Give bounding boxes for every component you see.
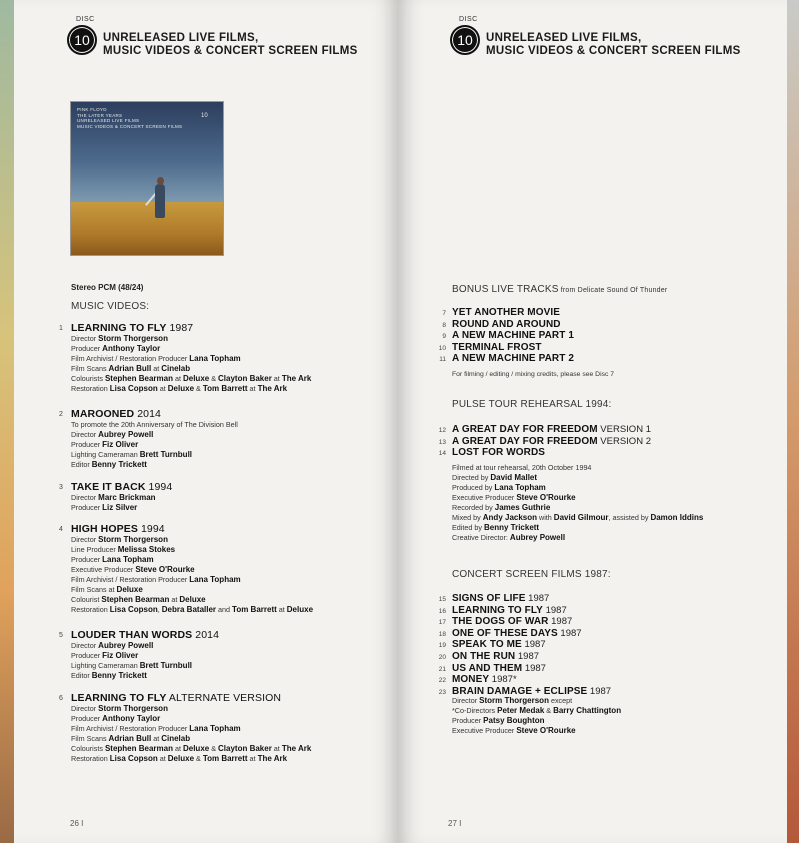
credit-role: Lighting Cameraman	[71, 661, 140, 670]
disc-title-right-line2: MUSIC VIDEOS & CONCERT SCREEN FILMS	[486, 45, 741, 57]
credit-line	[452, 523, 703, 533]
credit-name: Lana Topham	[189, 575, 241, 584]
credit-name: The Ark	[257, 754, 288, 763]
credit-role: Executive Producer	[452, 493, 517, 502]
track-suffix: 1987	[522, 662, 546, 674]
credit-role: at	[271, 374, 282, 383]
credit-name: The Ark	[281, 374, 312, 383]
credit-line	[71, 460, 238, 470]
credit-role: Film Scans	[71, 734, 109, 743]
credit-role: Film Scans	[71, 364, 109, 373]
right-page	[398, 0, 787, 843]
track-suffix: 1987	[521, 639, 546, 651]
credit-role: &	[209, 374, 219, 383]
concert-heading: CONCERT SCREEN FILMS 1987:	[452, 569, 611, 580]
cover-line4: MUSIC VIDEOS & CONCERT SCREEN FILMS	[77, 123, 183, 129]
track-suffix: 1987	[515, 651, 540, 662]
cover-figure-head	[157, 177, 164, 185]
credit-name: Deluxe	[182, 744, 210, 753]
track-number: 12	[438, 427, 446, 434]
credit-role: Lighting Cameraman	[71, 450, 140, 459]
credit-name: Stephen Bearman	[104, 744, 173, 753]
credit-role: Producer	[71, 555, 103, 564]
credit-name: Damon Iddins	[650, 513, 704, 522]
video-year: 1994	[145, 481, 173, 493]
track-title: LOST FOR WORDS	[452, 447, 546, 459]
credit-role: Director	[71, 493, 99, 502]
track-number: 5	[59, 632, 63, 639]
track-suffix: 1987*	[489, 674, 517, 686]
track-number: 14	[438, 450, 446, 458]
disc-number-badge-right: 10	[450, 25, 480, 55]
credit-line	[71, 661, 219, 671]
track-title: A NEW MACHINE PART 2	[452, 353, 574, 365]
track-suffix: 1987	[557, 627, 582, 639]
music-videos-heading: MUSIC VIDEOS:	[71, 301, 150, 312]
credit-name: Stephen Bearman	[104, 374, 173, 383]
disc-label-right: DISC	[459, 16, 478, 23]
credit-name: Peter Medak	[497, 706, 545, 715]
video-title	[71, 629, 219, 641]
credit-role: Film Archivist / Restoration Producer	[71, 724, 190, 733]
bonus-note: For filming / editing / mixing credits, please see Disc 7	[452, 371, 615, 378]
credit-name: Lisa Copson	[109, 384, 158, 393]
credit-role: Filmed at tour rehearsal, 20th October 1994	[452, 463, 592, 472]
credit-name: Steve O'Rourke	[516, 493, 576, 502]
credit-name: Storm Thorgerson	[98, 704, 168, 713]
credit-role: Creative Director:	[452, 533, 510, 542]
credit-role: Colourist	[71, 595, 102, 604]
credit-name: Fiz Oliver	[102, 651, 139, 660]
track-number: 15	[438, 596, 446, 603]
track-suffix: VERSION 2	[597, 435, 651, 447]
track-title: ON THE RUN	[452, 651, 516, 662]
cover-wheat-field	[71, 202, 223, 255]
track-number: 22	[438, 677, 446, 685]
video-year: 2014	[134, 408, 161, 420]
disc-label: DISC	[76, 16, 95, 23]
credit-role: and	[216, 605, 233, 614]
track-row	[434, 442, 545, 460]
credit-role: at	[169, 595, 180, 604]
credit-role: Editor	[71, 671, 92, 680]
track-suffix: 1987	[587, 685, 612, 697]
credit-name: Patsy Boughton	[483, 716, 545, 725]
credit-role: Producer	[452, 716, 484, 725]
track-title: ONE OF THESE DAYS	[452, 627, 558, 639]
credit-role: at	[157, 384, 168, 393]
credit-line	[452, 716, 621, 726]
credit-line	[71, 374, 311, 384]
music-video-entry	[59, 523, 314, 615]
bonus-heading-sub: from Delicate Sound Of Thunder	[558, 287, 668, 294]
credit-name: Melissa Stokes	[117, 545, 176, 554]
credit-role: Film Scans at	[71, 585, 117, 594]
credit-line	[452, 483, 703, 493]
video-year: 1994	[137, 523, 165, 535]
track-number: 17	[438, 619, 446, 627]
video-title-text: LEARNING TO FLY	[71, 322, 167, 334]
video-title-text: MAROONED	[71, 408, 135, 420]
credit-line	[452, 533, 703, 543]
track-number: 20	[438, 654, 446, 661]
credit-line	[71, 430, 238, 440]
music-video-entry	[59, 481, 173, 513]
credit-name: Tom Barrett	[232, 605, 277, 614]
credit-role: Producer	[71, 714, 103, 723]
track-number: 19	[438, 642, 446, 650]
credit-line	[71, 503, 172, 513]
video-title-text: TAKE IT BACK	[71, 481, 146, 493]
track-suffix: 1987	[542, 604, 567, 616]
video-title	[71, 481, 172, 493]
credit-name: Benny Trickett	[91, 460, 147, 469]
credit-role: &	[194, 384, 203, 393]
credit-role: at	[247, 754, 258, 763]
credit-role: , assisted by	[608, 513, 651, 522]
track-number: 11	[439, 356, 446, 364]
credit-role: &	[544, 706, 554, 715]
track-number: 10	[438, 344, 446, 352]
cover-line1: PINK FLOYD	[77, 107, 107, 112]
credit-name: Anthony Taylor	[102, 344, 161, 353]
track-number: 2	[59, 411, 63, 418]
credit-role: Producer	[71, 344, 103, 353]
track-suffix: 1987	[548, 616, 573, 628]
credit-name: Steve O'Rourke	[135, 565, 195, 574]
credit-role: at	[151, 364, 162, 373]
credit-role: Editor	[71, 460, 92, 469]
credit-line	[71, 641, 219, 651]
track-number: 1	[59, 325, 63, 332]
credit-role: Executive Producer	[71, 565, 136, 574]
track-number: 9	[442, 333, 446, 341]
credit-role: Producer	[71, 440, 103, 449]
credit-line	[71, 535, 313, 545]
track-title: MONEY	[452, 674, 490, 686]
track-number: 16	[438, 607, 446, 615]
disc-number-badge: 10	[67, 25, 97, 55]
credit-line	[71, 585, 313, 595]
credit-role: Restoration	[71, 605, 110, 614]
credit-role: &	[209, 744, 219, 753]
credit-role: at	[172, 374, 183, 383]
cover-line3: UNRELEASED LIVE FILMS	[77, 118, 140, 123]
credit-name: Deluxe	[182, 374, 210, 383]
track-title: SPEAK TO ME	[452, 639, 522, 651]
book-edge-right	[787, 0, 799, 843]
credit-role: at	[247, 384, 258, 393]
credit-role: Colourists	[71, 374, 105, 383]
track-title: A GREAT DAY FOR FREEDOM	[452, 424, 598, 435]
credit-role: Director	[71, 334, 99, 343]
credit-name: Deluxe	[286, 605, 314, 614]
credit-role: Director	[71, 641, 99, 650]
credit-line	[71, 734, 311, 744]
credit-role: Colourists	[71, 744, 105, 753]
credit-line	[452, 493, 703, 503]
credit-line	[71, 450, 238, 460]
credit-role: except	[548, 696, 573, 705]
credit-name: Deluxe	[116, 585, 143, 594]
credit-role: with	[537, 513, 554, 522]
credit-role: Edited by	[452, 523, 484, 532]
credit-name: David Gilmour	[553, 513, 609, 522]
track-title: TERMINAL FROST	[452, 341, 542, 353]
credit-role: Executive Producer	[452, 726, 517, 735]
credit-role: Line Producer	[71, 545, 118, 554]
credit-name: Adrian Bull	[108, 364, 152, 373]
music-video-entry	[59, 408, 238, 470]
cover-text	[77, 107, 182, 129]
credit-role: *Co-Directors	[452, 706, 498, 715]
video-title	[71, 523, 313, 535]
credit-line	[452, 696, 621, 706]
video-title	[71, 692, 311, 704]
music-video-entry	[59, 692, 312, 764]
track-number: 4	[59, 526, 63, 533]
video-title-text: LOUDER THAN WORDS	[71, 629, 193, 641]
credit-name: Deluxe	[179, 595, 206, 604]
credit-line	[452, 513, 703, 523]
bonus-heading	[452, 284, 667, 295]
credit-name: Stephen Bearman	[101, 595, 170, 604]
music-video-entry	[59, 629, 220, 681]
track-suffix: 1987	[525, 593, 550, 604]
credit-name: Tom Barrett	[202, 384, 248, 393]
page-number-left: 26 I	[70, 819, 84, 828]
credit-name: Fiz Oliver	[102, 440, 139, 449]
cover-figure	[155, 184, 165, 218]
credit-name: Liz Silver	[102, 503, 138, 512]
credit-name: Benny Trickett	[91, 671, 147, 680]
disc-title	[103, 32, 358, 58]
credit-line	[71, 704, 311, 714]
credit-role: Producer	[71, 503, 103, 512]
video-title	[71, 322, 311, 334]
credit-line	[452, 463, 703, 473]
credit-role: at	[271, 744, 282, 753]
credit-line	[71, 575, 313, 585]
credit-name: Lana Topham	[189, 354, 241, 363]
credit-name: Cinelab	[161, 734, 191, 743]
credit-name: David Mallet	[490, 473, 538, 482]
credit-name: Storm Thorgerson	[479, 696, 549, 705]
credit-name: Lana Topham	[189, 724, 241, 733]
credit-line	[71, 344, 311, 354]
credit-name: Adrian Bull	[108, 734, 152, 743]
credit-name: Storm Thorgerson	[98, 334, 168, 343]
credit-line	[71, 724, 311, 734]
track-number: 3	[59, 484, 63, 491]
bonus-heading-title: BONUS LIVE TRACKS	[452, 284, 559, 295]
credit-role: Director	[71, 704, 99, 713]
credit-name: Lisa Copson	[109, 754, 158, 763]
credit-name: The Ark	[281, 744, 312, 753]
credit-name: James Guthrie	[494, 503, 551, 512]
track-title: BRAIN DAMAGE + ECLIPSE	[452, 685, 588, 697]
credit-line	[71, 754, 311, 764]
credit-line	[71, 493, 172, 503]
track-title: A NEW MACHINE PART 1	[452, 330, 574, 342]
track-number: 6	[59, 695, 63, 702]
credit-role: Film Archivist / Restoration Producer	[71, 354, 190, 363]
credit-role: Director	[71, 430, 99, 439]
credit-name: Cinelab	[161, 364, 191, 373]
credit-line	[71, 545, 313, 555]
credit-name: Deluxe	[167, 384, 195, 393]
credit-name: Tom Barrett	[202, 754, 248, 763]
track-number: 7	[442, 310, 446, 317]
track-row	[434, 348, 574, 366]
credit-role: Director	[452, 696, 480, 705]
credit-role: at	[151, 734, 162, 743]
credit-line	[71, 595, 313, 605]
credit-name: Lana Topham	[102, 555, 154, 564]
track-title: US AND THEM	[452, 662, 523, 674]
track-number: 8	[442, 321, 446, 329]
credit-name: Clayton Baker	[218, 744, 272, 753]
track-number: 18	[438, 630, 446, 638]
track-number: 13	[438, 438, 446, 446]
credit-role: at	[157, 754, 168, 763]
credit-line	[452, 726, 621, 736]
credit-line	[71, 744, 311, 754]
credit-name: Marc Brickman	[98, 493, 156, 502]
track-number: 23	[438, 688, 446, 696]
video-title-text: LEARNING TO FLY	[71, 692, 167, 704]
credit-line	[71, 605, 313, 615]
credit-role: Film Archivist / Restoration Producer	[71, 575, 190, 584]
video-year: ALTERNATE VERSION	[166, 692, 282, 704]
credit-role: Producer	[71, 651, 103, 660]
video-title	[71, 408, 238, 420]
credit-line	[452, 706, 621, 716]
credit-name: Aubrey Powell	[98, 430, 154, 439]
credit-name: Barry Chattington	[553, 706, 622, 715]
music-video-entry	[59, 322, 312, 394]
credit-name: Brett Turnbull	[139, 450, 193, 459]
credit-name: Andy Jackson	[482, 513, 538, 522]
cover-disc-number: 10	[201, 113, 208, 119]
credit-role: Mixed by	[452, 513, 483, 522]
track-title: LEARNING TO FLY	[452, 604, 543, 616]
credit-name: Clayton Baker	[218, 374, 272, 383]
track-number: 21	[438, 665, 446, 673]
disc-title-right-line1: UNRELEASED LIVE FILMS,	[486, 32, 642, 44]
credit-name: Aubrey Powell	[98, 641, 154, 650]
disc-title-right	[486, 32, 741, 58]
credit-block	[452, 696, 621, 736]
video-year: 1987	[166, 322, 194, 334]
credit-role: Produced by	[452, 483, 495, 492]
track-title: SIGNS OF LIFE	[452, 593, 526, 604]
credit-role: Restoration	[71, 754, 110, 763]
track-title: A GREAT DAY FOR FREEDOM	[452, 435, 598, 447]
credit-role: Restoration	[71, 384, 110, 393]
credit-role: To promote the 20th Anniversary of The Division Bell	[71, 420, 238, 429]
credit-line	[71, 440, 238, 450]
credit-line	[452, 473, 703, 483]
credit-name: Anthony Taylor	[102, 714, 161, 723]
track-title: YET ANOTHER MOVIE	[452, 307, 561, 318]
credit-line	[452, 503, 703, 513]
credit-name: Steve O'Rourke	[516, 726, 576, 735]
credit-name: Storm Thorgerson	[98, 535, 168, 544]
credit-role: &	[194, 754, 203, 763]
disc-title-line1: UNRELEASED LIVE FILMS,	[103, 32, 259, 44]
cover-line2: THE LATER YEARS	[77, 112, 123, 118]
credit-block	[452, 463, 703, 543]
credit-line	[71, 671, 219, 681]
credit-role: at	[172, 744, 183, 753]
credit-line	[71, 555, 313, 565]
credit-line	[71, 364, 311, 374]
album-cover-image	[71, 102, 223, 255]
credit-name: The Ark	[257, 384, 288, 393]
credit-line	[71, 420, 238, 430]
credit-line	[71, 334, 311, 344]
credit-line	[71, 714, 311, 724]
track-suffix: VERSION 1	[597, 424, 651, 435]
credit-name: Lana Topham	[494, 483, 546, 492]
credit-line	[71, 384, 311, 394]
credit-role: ,	[157, 605, 162, 614]
credit-line	[71, 651, 219, 661]
credit-role: Directed by	[452, 473, 491, 482]
audio-format: Stereo PCM (48/24)	[71, 283, 144, 292]
pulse-heading: PULSE TOUR REHEARSAL 1994:	[452, 399, 612, 410]
track-title: THE DOGS OF WAR	[452, 616, 549, 628]
credit-line	[71, 565, 313, 575]
credit-name: Brett Turnbull	[139, 661, 193, 670]
credit-name: Benny Trickett	[483, 523, 540, 532]
video-year: 2014	[192, 629, 220, 641]
credit-name: Lisa Copson	[109, 605, 158, 614]
page-number-right: 27 I	[448, 819, 462, 828]
credit-name: Aubrey Powell	[509, 533, 566, 542]
credit-name: Deluxe	[167, 754, 195, 763]
video-title-text: HIGH HOPES	[71, 523, 138, 535]
book-edge-left	[0, 0, 14, 843]
credit-role: Director	[71, 535, 99, 544]
disc-title-line2: MUSIC VIDEOS & CONCERT SCREEN FILMS	[103, 45, 358, 57]
credit-role: at	[276, 605, 287, 614]
credit-line	[71, 354, 311, 364]
track-title: ROUND AND AROUND	[452, 318, 561, 330]
left-page	[14, 0, 398, 843]
credit-role: Recorded by	[452, 503, 495, 512]
credit-name: Debra Bataller	[161, 605, 217, 614]
